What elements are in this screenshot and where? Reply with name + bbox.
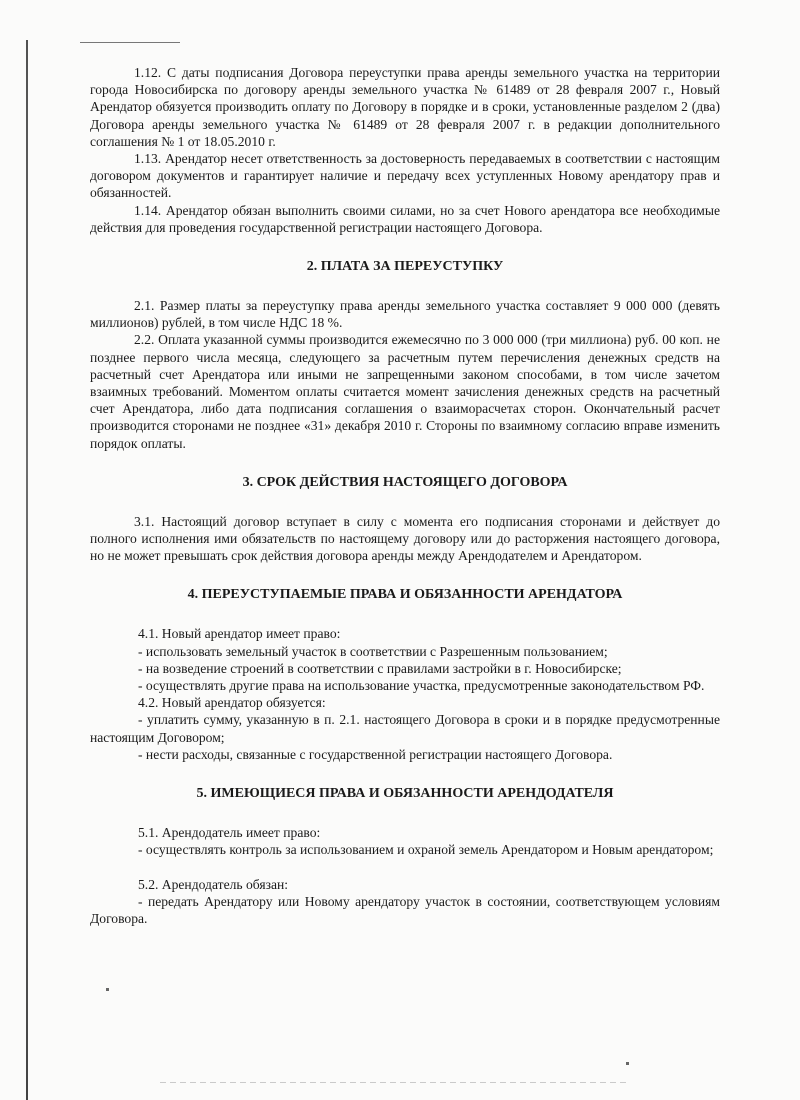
scan-mark [160, 1082, 630, 1083]
clause-5-1: 5.1. Арендодатель имеет право: [138, 825, 321, 841]
section-4-heading: 4. ПЕРЕУСТУПАЕМЫЕ ПРАВА И ОБЯЗАННОСТИ АРЕНДАТОРА [187, 587, 623, 603]
clause-3-1: 3.1. Настоящий договор вступает в силу с момента его подписания сторонами и действует до полного исполнения ими обязательств по настоящему договору или до расторжения настоящего договора, но не может превышать срок действия договора аренды между Арендодателем и Арендатором. [90, 513, 720, 564]
clause-4-1-item: - на возведение строений в соответствии с правилами застройки в г. Новосибирске; [138, 660, 622, 676]
clause-4-1-item: - осуществлять другие права на использование участка, предусмотренные законодательством РФ. [138, 678, 705, 694]
clause-1-13: 1.13. Арендатор несет ответственность за достоверность передаваемых в соответствии с настоящим договором документов и гарантирует наличие и передачу всех уступленных Новому арендатору прав и обязанностей. [90, 151, 720, 201]
clause-2-2: 2.2. Оплата указанной суммы производится ежемесячно по 3 000 000 (три миллиона) руб. 00 коп. не позднее первого числа месяца, следующего за расчетным путем перечисления денежных средств на расчетный счет Арендатора или иными не запрещенными законом способами, в том числе зачетом взаимных требований. Моментом оплаты считается момент зачисления денежных средств на расчетный счет Арендатора, либо дата подписания соглашения о взаиморасчетах сторон. Окончательный расчет производится сторонами не позднее «31» декабря 2010 г. Стороны по взаимному согласию вправе изменить порядок оплаты. [90, 332, 720, 451]
clause-1-14: 1.14. Арендатор обязан выполнить своими силами, но за счет Нового арендатора все необходимые действия для проведения государственной регистрации настоящего Договора. [90, 202, 720, 235]
clause-4-2: 4.2. Новый арендатор обязуется: [138, 695, 326, 711]
clause-4-2-item: - уплатить сумму, указанную в п. 2.1. настоящего Договора в сроки и в порядке предусмотренные настоящим Договором; [90, 712, 720, 745]
clause-5-2-item: - передать Арендатору или Новому арендатору участок в состоянии, соответствующем условиям Договора. [90, 893, 720, 926]
document-body [90, 64, 720, 927]
scan-mark [106, 988, 109, 991]
section-3-heading: 3. СРОК ДЕЙСТВИЯ НАСТОЯЩЕГО ДОГОВОРА [242, 474, 568, 490]
clause-5-2: 5.2. Арендодатель обязан: [138, 876, 289, 892]
section-5-heading: 5. ИМЕЮЩИЕСЯ ПРАВА И ОБЯЗАННОСТИ АРЕНДОДАТЕЛЯ [196, 786, 614, 802]
clause-4-1: 4.1. Новый арендатор имеет право: [138, 626, 341, 642]
clause-5-1-item: - осуществлять контроль за использованием и охраной земель Арендатором и Новым арендатором; [138, 842, 714, 858]
scan-mark [626, 1062, 629, 1065]
clause-2-1: 2.1. Размер платы за переуступку права аренды земельного участка составляет 9 000 000 (девять миллионов) рублей, в том числе НДС 18 %. [90, 298, 720, 331]
clause-4-2-item: - нести расходы, связанные с государственной регистрации настоящего Договора. [138, 746, 613, 762]
clause-4-1-item: - использовать земельный участок в соответствии с Разрешенным пользованием; [138, 643, 608, 659]
scan-mark [80, 42, 180, 43]
section-2-heading: 2. ПЛАТА ЗА ПЕРЕУСТУПКУ [306, 259, 504, 275]
scan-shadow-edge [26, 40, 28, 1100]
clause-1-12: 1.12. С даты подписания Договора переуступки права аренды земельного участка на территории города Новосибирска по договору аренды земельного участка № 61489 от 28 февраля 2007 г., Новый Арендатор обязуется производить оплату по Договору в порядке и в сроки, установленные разделом 2 (два) Договора аренды земельного участка № 61489 от 28 февраля 2007 г. в редакции дополнительного соглашения № 1 от 18.05.2010 г. [90, 65, 720, 149]
